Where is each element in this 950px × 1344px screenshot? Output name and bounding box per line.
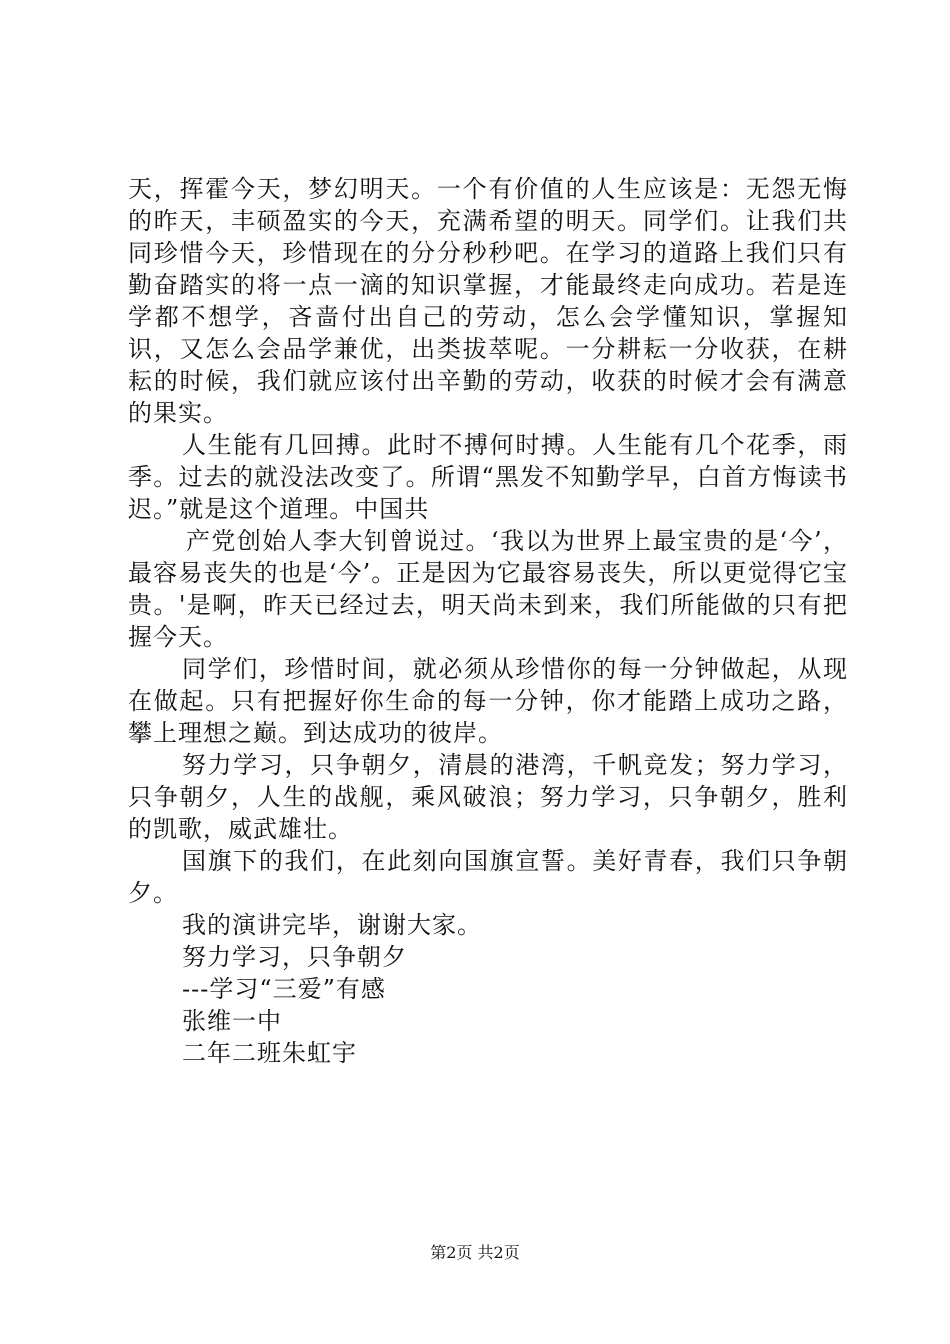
paragraph: 人生能有几回搏。此时不搏何时搏。人生能有几个花季，雨季。过去的就没法改变了。所谓“黑发不知勤学早，白首方悔读书迟。”就是这个道理。中国共: [128, 431, 848, 523]
document-body: [128, 173, 848, 1069]
paragraph: 同学们，珍惜时间，就必须从珍惜你的每一分钟做起，从现在做起。只有把握好你生命的每一分钟，你才能踏上成功之路，攀上理想之巅。到达成功的彼岸。: [128, 655, 848, 747]
speech-title: 努力学习，只争朝夕: [182, 943, 407, 971]
paragraph: 国旗下的我们，在此刻向国旗宣誓。美好青春，我们只争朝夕。: [128, 847, 848, 907]
school-name: 张维一中: [182, 1007, 282, 1035]
closing-line: 我的演讲完毕，谢谢大家。: [182, 911, 482, 939]
page-number-footer: 第2页 共2页: [430, 1243, 520, 1262]
paragraph: 天，挥霍今天，梦幻明天。一个有价值的人生应该是：无怨无悔的昨天，丰硕盈实的今天，充满希望的明天。同学们。让我们共同珍惜今天，珍惜现在的分分秒秒吧。在学习的道路上我们只有勤奋踏实的将一点一滴的知识掌握，才能最终走向成功。若是连学都不想学，吝啬付出自己的劳动，怎么会学懂知识，掌握知识，又怎么会品学兼优，出类拔萃呢。一分耕耘一分收获，在耕耘的时候，我们就应该付出辛勤的劳动，收获的时候才会有满意的果实。: [128, 175, 848, 427]
author-name: 二年二班朱虹宇: [182, 1039, 357, 1067]
paragraph: 努力学习，只争朝夕，清晨的港湾，千帆竞发；努力学习，只争朝夕，人生的战舰，乘风破浪；努力学习，只争朝夕，胜利的凯歌，威武雄壮。: [128, 751, 848, 843]
paragraph: 产党创始人李大钊曾说过。‘我以为世界上最宝贵的是‘今’，最容易丧失的也是‘今’。正是因为它最容易丧失，所以更觉得它宝贵。'是啊，昨天已经过去，明天尚未到来，我们所能做的只有把握今天。: [128, 527, 848, 651]
speech-subtitle: ---学习“三爱”有感: [182, 975, 386, 1003]
